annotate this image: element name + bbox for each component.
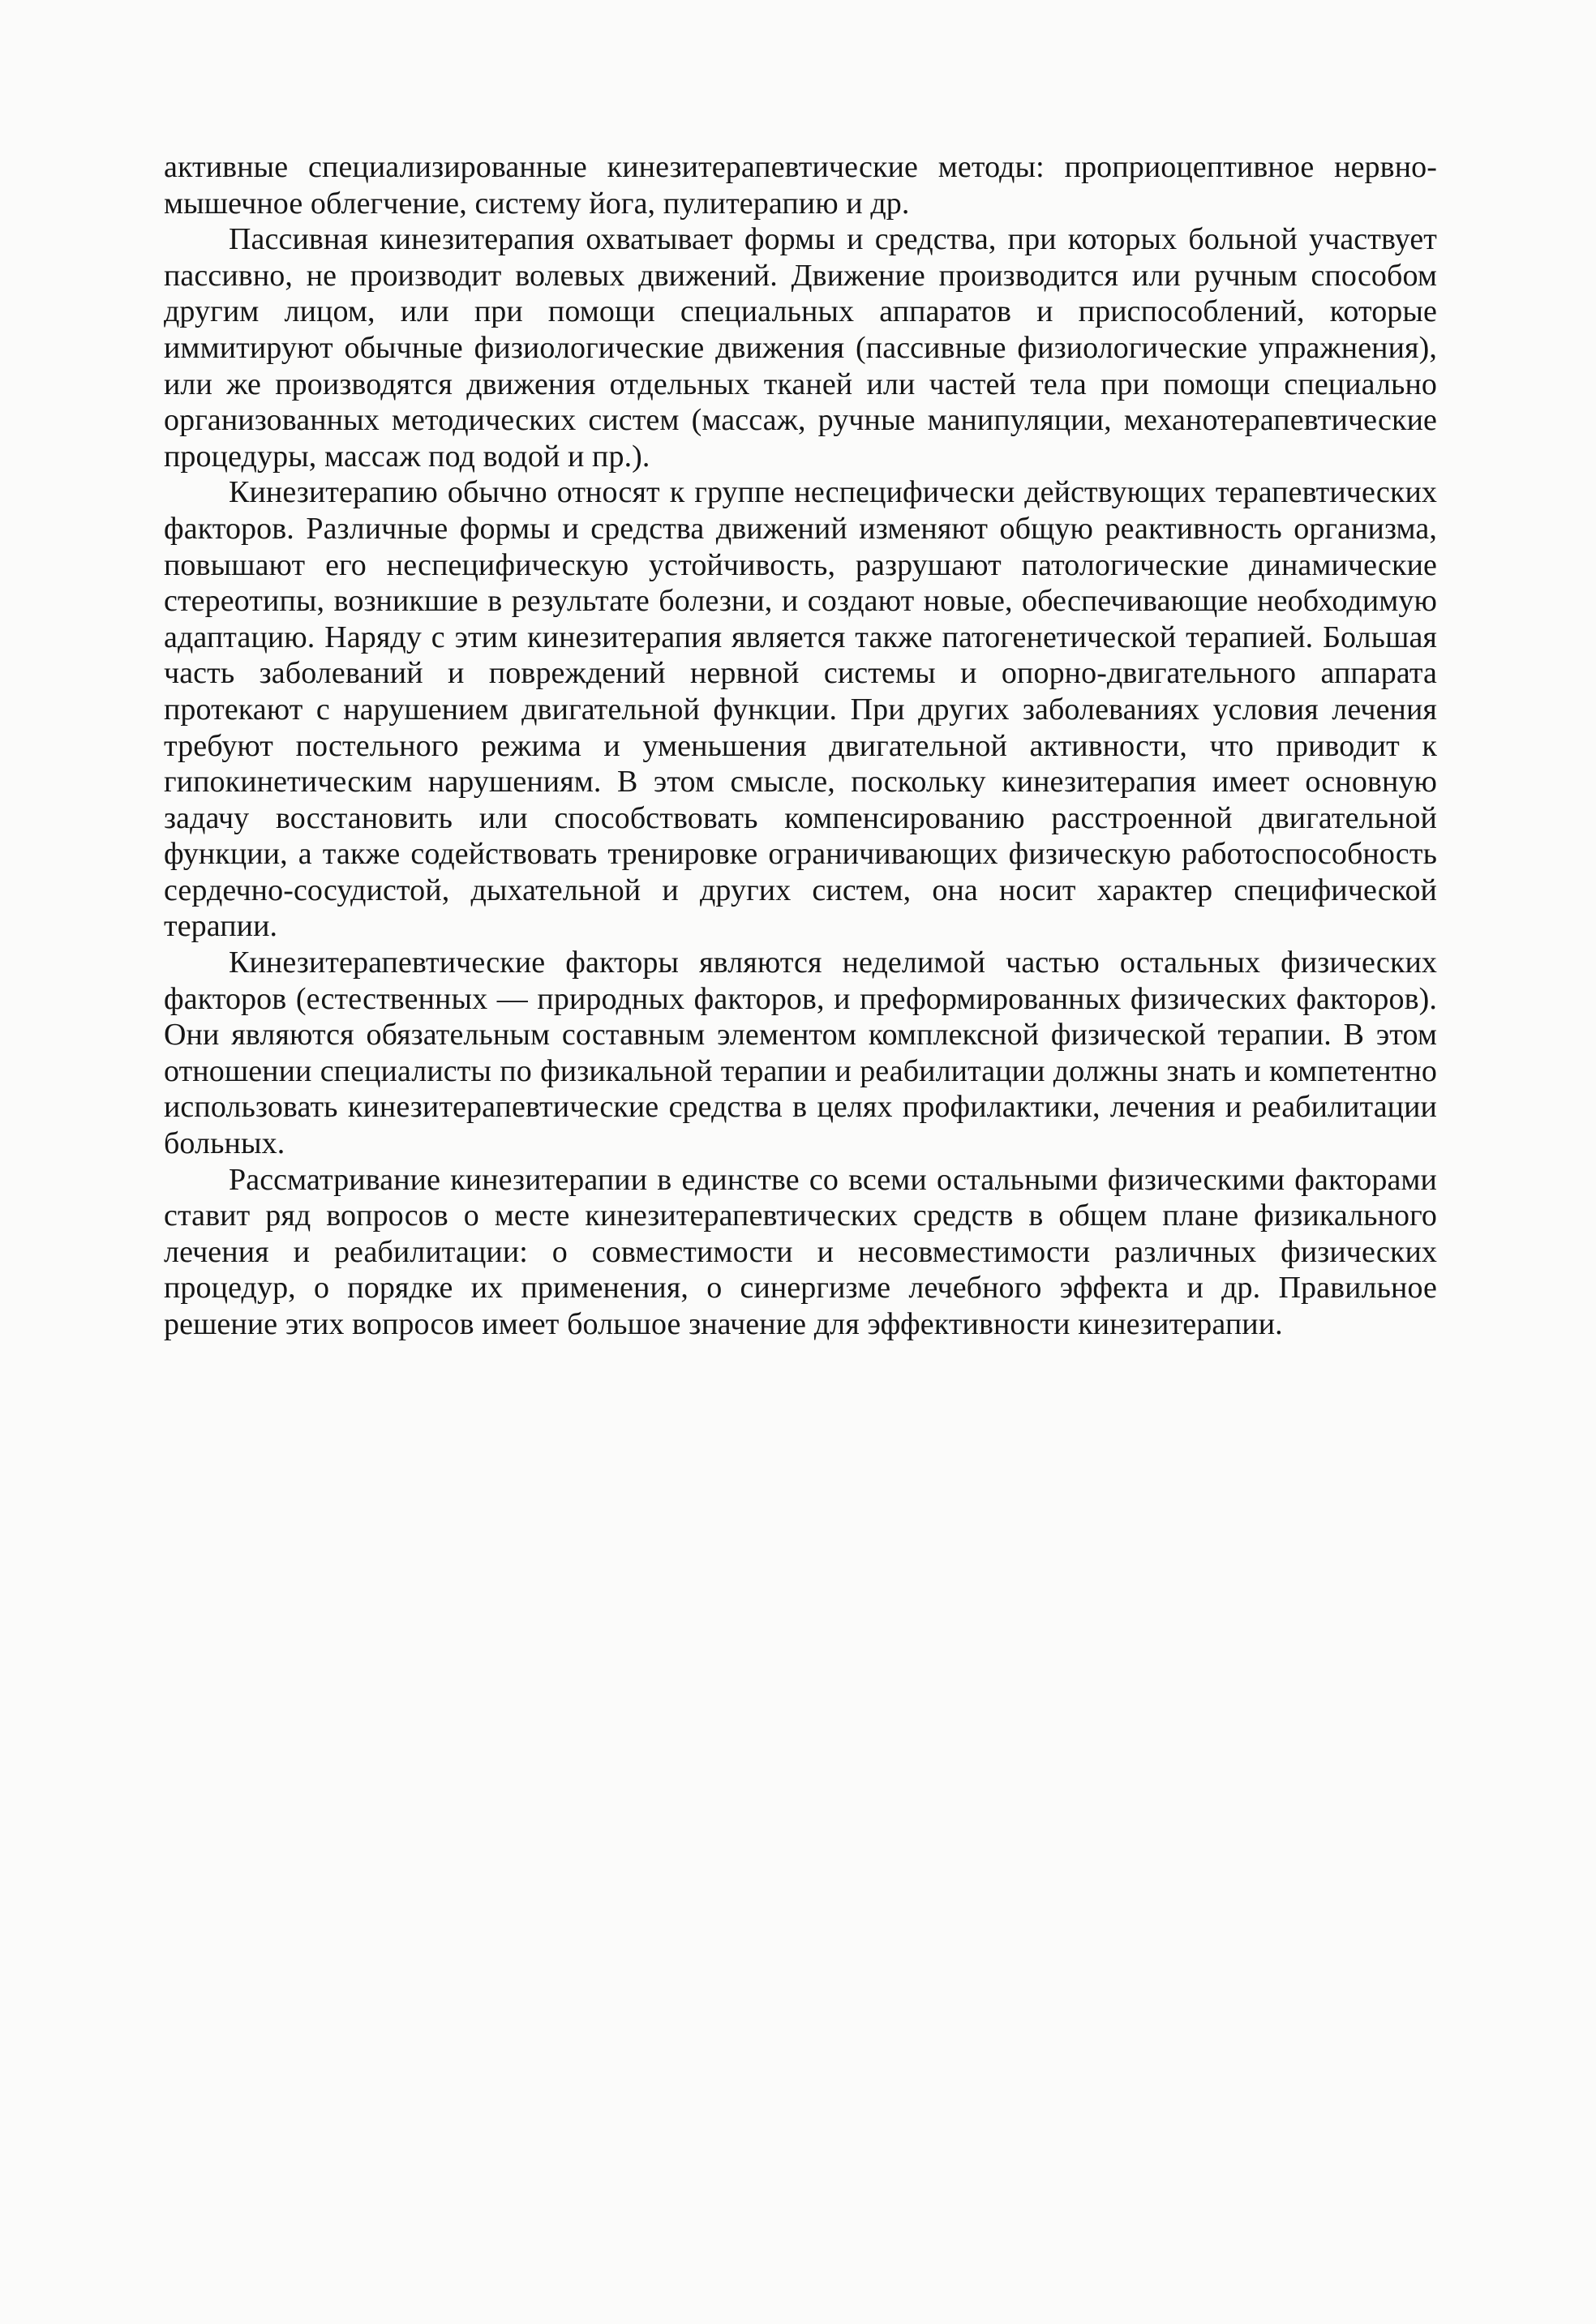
paragraph-passive-kinesitherapy: Пассивная кинезитерапия охватывает формы и средства, при которых больной участвует пассивно, не производит волевых движений. Движение производится или ручным способом другим лицом, или при помощи специальных аппаратов и приспособлений, которые иммитируют обычные физиологические движения (пассивные физиологические упражнения), или же производятся движения отдельных тканей или частей тела при помощи специально организованных методических систем (массаж, ручные манипуляции, механотерапевтические процедуры, массаж под водой и пр.). bbox=[164, 222, 1437, 474]
paragraph-continuation: активные специализированные кинезитерапевтические методы: проприоцептивное нервно-мышечное облегчение, систему йога, пулитерапию и др. bbox=[164, 150, 1437, 221]
body-text bbox=[164, 149, 1437, 1343]
paragraph-kinesitherapeutic-factors: Кинезитерапевтические факторы являются неделимой частью остальных физических факторов (естественных — природных факторов, и преформированных физических факторов). Они являются обязательным составным элементом комплексной физической терапии. В этом отношении специалисты по физикальной терапии и реабилитации должны знать и компетентно использовать кинезитерапевтические средства в целях профилактики, лечения и реабилитации больных. bbox=[164, 945, 1437, 1161]
paragraph-nonspecific-factors: Кинезитерапию обычно относят к группе неспецифически действующих терапевтических факторов. Различные формы и средства движений изменяют общую реактивность организма, повышают его неспецифическую устойчивость, разрушают патологические динамические стереотипы, возникшие в результате болезни, и создают новые, обеспечивающие необходимую адаптацию. Наряду с этим кинезитерапия является также патогенетической терапией. Большая часть заболеваний и повреждений нервной системы и опорно-двигательного аппарата протекают с нарушением двигательной функции. При других заболеваниях условия лечения требуют постельного режима и уменьшения двигательной активности, что приводит к гипокинетическим нарушениям. В этом смысле, поскольку кинезитерапия имеет основную задачу восстановить или способствовать компенсированию расстроенной двигательной функции, а также содействовать тренировке ограничивающих физическую работоспособность сердечно-сосудистой, дыхательной и других систем, она носит характер специфической терапии. bbox=[164, 475, 1437, 944]
paragraph-unity-with-physical-factors: Рассматривание кинезитерапии в единстве со всеми остальными физическими факторами ставит ряд вопросов о месте кинезитерапевтических средств в общем плане физикального лечения и реабилитации: о совместимости и несовместимости различных физических процедур, о порядке их применения, о синергизме лечебного эффекта и др. Правильное решение этих вопросов имеет большое значение для эффективности кинезитерапии. bbox=[164, 1162, 1437, 1341]
